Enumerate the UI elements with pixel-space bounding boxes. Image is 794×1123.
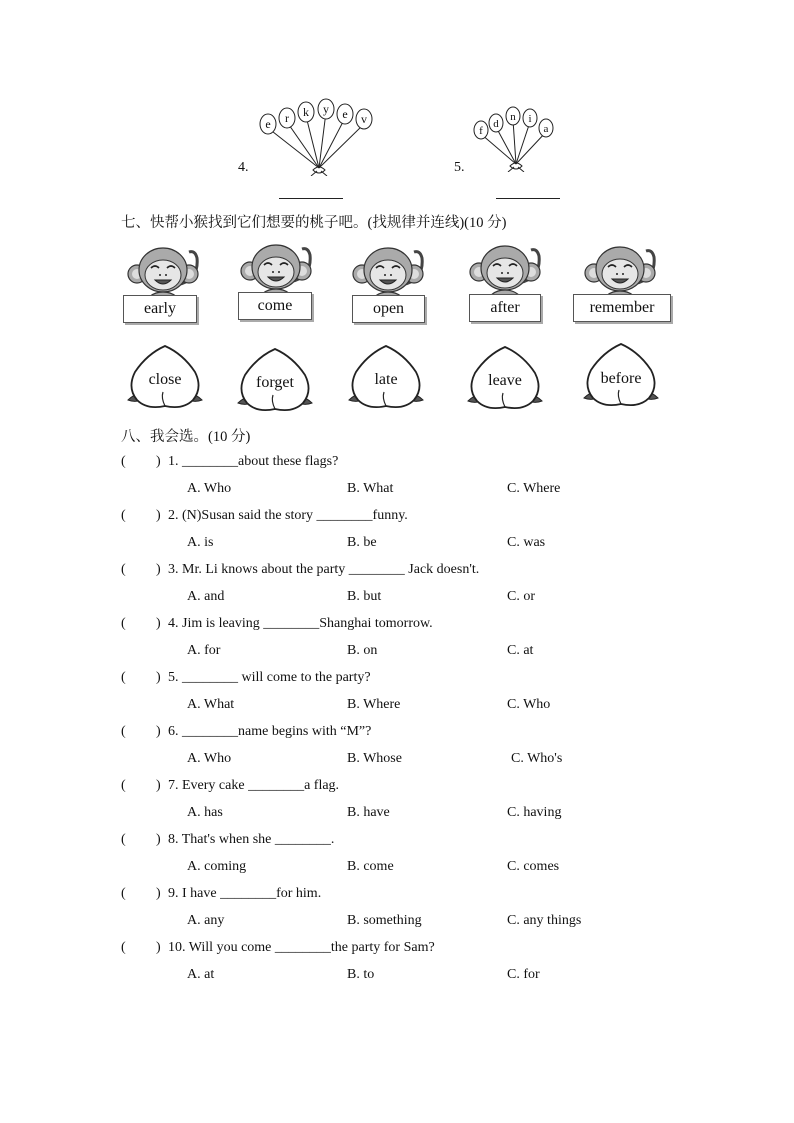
option-c[interactable]: C. was bbox=[507, 535, 546, 550]
question-stem: 10. Will you come ________the party for Sam? bbox=[168, 940, 435, 955]
answer-paren-open[interactable]: ( bbox=[121, 670, 126, 685]
answer-blank[interactable] bbox=[496, 198, 560, 199]
answer-paren-close: ) bbox=[156, 670, 161, 685]
option-a[interactable]: A. at bbox=[187, 967, 215, 982]
answer-paren-open[interactable]: ( bbox=[121, 778, 126, 793]
monkey-word-sign[interactable]: open bbox=[352, 295, 425, 323]
answer-paren-close: ) bbox=[156, 778, 161, 793]
balloon-letter: n bbox=[510, 111, 516, 123]
puzzle-number: 4. bbox=[238, 160, 249, 175]
answer-paren-open[interactable]: ( bbox=[121, 508, 126, 523]
balloon-letter: f bbox=[479, 125, 483, 137]
question-stem: 7. Every cake ________a flag. bbox=[168, 778, 340, 793]
section-8-title: 八、我会选。(10 分) bbox=[121, 429, 251, 445]
balloon-letter: y bbox=[323, 102, 329, 116]
balloon-letter: k bbox=[303, 105, 309, 119]
question-stem: 2. (N)Susan said the story ________funny. bbox=[168, 508, 408, 523]
option-b[interactable]: B. What bbox=[347, 481, 394, 496]
peach-word[interactable]: forget bbox=[256, 374, 294, 391]
option-a[interactable]: A. has bbox=[187, 805, 223, 820]
question-stem: 4. Jim is leaving ________Shanghai tomorrow. bbox=[168, 616, 433, 631]
option-a[interactable]: A. What bbox=[187, 697, 235, 712]
balloon-bunch-image bbox=[470, 100, 560, 172]
puzzle-number: 5. bbox=[454, 160, 465, 175]
option-c[interactable]: C. Who's bbox=[511, 751, 563, 766]
answer-paren-open[interactable]: ( bbox=[121, 886, 126, 901]
option-a[interactable]: A. coming bbox=[187, 859, 247, 874]
question-stem: 3. Mr. Li knows about the party ________ Jack doesn't. bbox=[168, 562, 480, 577]
balloon-letter: d bbox=[493, 118, 499, 130]
option-c[interactable]: C. Who bbox=[507, 697, 551, 712]
answer-paren-close: ) bbox=[156, 886, 161, 901]
answer-paren-open[interactable]: ( bbox=[121, 940, 126, 955]
answer-paren-open[interactable]: ( bbox=[121, 616, 126, 631]
option-b[interactable]: B. Whose bbox=[347, 751, 402, 766]
option-c[interactable]: C. for bbox=[507, 967, 540, 982]
monkey-word-sign[interactable]: early bbox=[123, 295, 197, 323]
option-a[interactable]: A. and bbox=[187, 589, 225, 604]
answer-blank[interactable] bbox=[279, 198, 343, 199]
peach-word[interactable]: late bbox=[374, 371, 398, 388]
answer-paren-close: ) bbox=[156, 832, 161, 847]
answer-paren-open[interactable]: ( bbox=[121, 832, 126, 847]
option-b[interactable]: B. come bbox=[347, 859, 394, 874]
question-stem: 8. That's when she ________. bbox=[168, 832, 335, 847]
monkey-word-sign[interactable]: remember bbox=[573, 294, 671, 322]
answer-paren-close: ) bbox=[156, 724, 161, 739]
option-a[interactable]: A. Who bbox=[187, 481, 232, 496]
option-b[interactable]: B. but bbox=[347, 589, 382, 604]
option-b[interactable]: B. to bbox=[347, 967, 375, 982]
option-a[interactable]: A. any bbox=[187, 913, 225, 928]
question-stem: 6. ________name begins with “M”? bbox=[168, 724, 372, 739]
balloon-letter: r bbox=[285, 111, 289, 125]
answer-paren-close: ) bbox=[156, 508, 161, 523]
answer-paren-close: ) bbox=[156, 940, 161, 955]
option-c[interactable]: C. any things bbox=[507, 913, 582, 928]
monkey-word-sign[interactable]: come bbox=[238, 292, 312, 320]
option-a[interactable]: A. Who bbox=[187, 751, 232, 766]
balloon-letter: e bbox=[342, 107, 348, 121]
option-c[interactable]: C. or bbox=[507, 589, 535, 604]
option-b[interactable]: B. something bbox=[347, 913, 422, 928]
option-b[interactable]: B. have bbox=[347, 805, 390, 820]
option-b[interactable]: B. on bbox=[347, 643, 378, 658]
section-7-title: 七、快帮小猴找到它们想要的桃子吧。(找规律并连线)(10 分) bbox=[121, 215, 507, 231]
option-c[interactable]: C. having bbox=[507, 805, 562, 820]
peach-word[interactable]: before bbox=[600, 370, 642, 387]
option-b[interactable]: B. be bbox=[347, 535, 377, 550]
question-stem: 9. I have ________for him. bbox=[168, 886, 322, 901]
answer-paren-close: ) bbox=[156, 616, 161, 631]
option-c[interactable]: C. at bbox=[507, 643, 534, 658]
answer-paren-open[interactable]: ( bbox=[121, 724, 126, 739]
peach-word[interactable]: leave bbox=[488, 372, 522, 389]
monkey-word-sign[interactable]: after bbox=[469, 294, 541, 322]
peach-word[interactable]: close bbox=[148, 371, 182, 388]
balloon-bunch-image bbox=[255, 98, 380, 176]
option-a[interactable]: A. is bbox=[187, 535, 214, 550]
answer-paren-open[interactable]: ( bbox=[121, 454, 126, 469]
answer-paren-close: ) bbox=[156, 562, 161, 577]
option-b[interactable]: B. Where bbox=[347, 697, 401, 712]
option-a[interactable]: A. for bbox=[187, 643, 221, 658]
option-c[interactable]: C. comes bbox=[507, 859, 560, 874]
balloon-letter: a bbox=[543, 123, 549, 135]
answer-paren-close: ) bbox=[156, 454, 161, 469]
question-stem: 5. ________ will come to the party? bbox=[168, 670, 371, 685]
answer-paren-open[interactable]: ( bbox=[121, 562, 126, 577]
question-stem: 1. ________about these flags? bbox=[168, 454, 339, 469]
balloon-letter: i bbox=[528, 113, 532, 125]
balloon-letter: e bbox=[265, 117, 271, 131]
option-c[interactable]: C. Where bbox=[507, 481, 561, 496]
balloon-letter: v bbox=[361, 112, 367, 126]
